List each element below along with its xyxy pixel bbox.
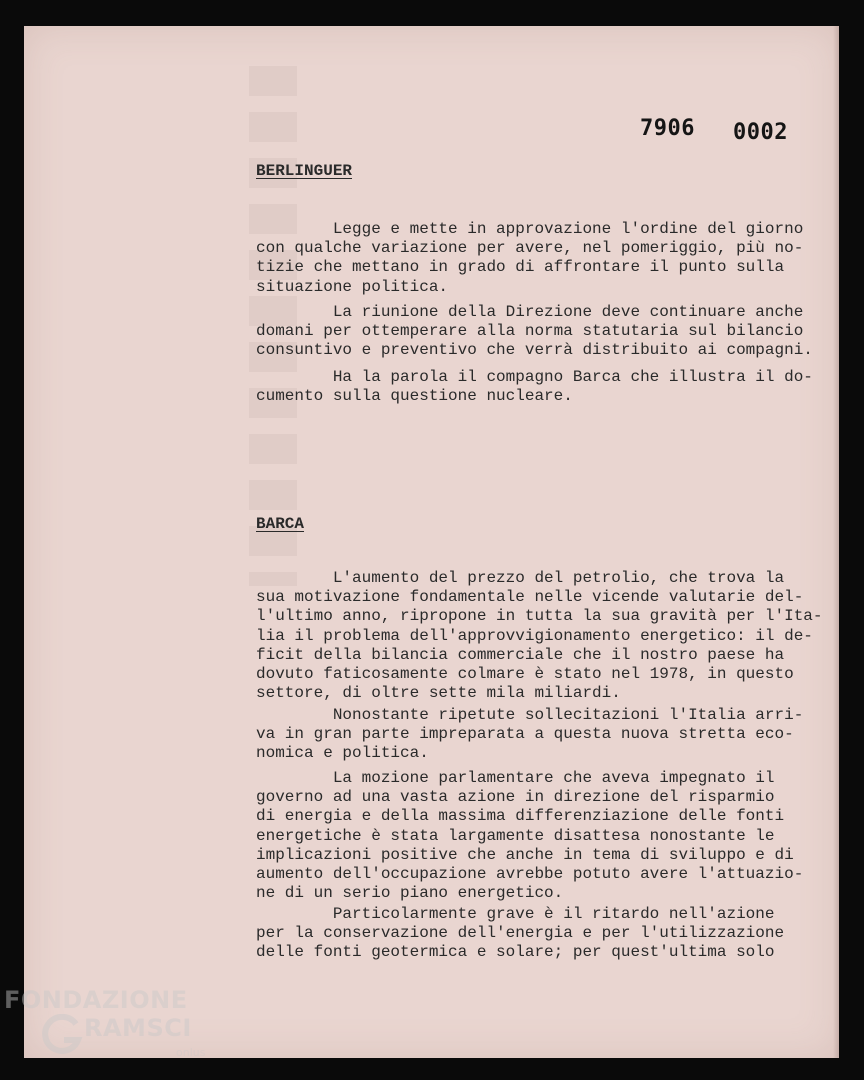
watermark-line-1: FONDAZIONE (4, 986, 188, 1014)
speaker-heading-barca: BARCA (256, 515, 305, 533)
archive-code-page: 0002 (733, 120, 788, 145)
paragraph: L'aumento del prezzo del petrolio, che trova la sua motivazione fondamentale nelle vicende valutarie del- l'ultimo anno, ripropone in tutta la sua gravità per l'Ita- lia il problema dell'approvvigionamento energetico: il de- ficit della bilancia commerciale che il nostro paese ha dovuto faticosamente colmare è stato nel 1978, in questo settore, di oltre sette mila miliardi. (256, 569, 823, 703)
paragraph: Ha la parola il compagno Barca che illustra il do- cumento sulla questione nucleare. (256, 368, 813, 406)
paragraph: Particolarmente grave è il ritardo nell'azione per la conservazione dell'energia e per l'utilizzazione delle fonti geotermica e solare; per quest'ultima solo (256, 905, 785, 962)
watermark-suffix: onlus (176, 1046, 206, 1059)
paragraph: La riunione della Direzione deve continuare anche domani per ottemperare alla norma statutaria sul bilancio consuntivo e preventivo che verrà distribuito ai compagni. (256, 303, 813, 360)
gramsci-g-logo-icon (42, 1014, 84, 1056)
fondazione-gramsci-watermark (4, 986, 219, 1076)
paragraph: Legge e mette in approvazione l'ordine del giorno con qualche variazione per avere, nel pomeriggio, più no- tizie che mettano in grado di affrontare il punto sulla situazione politica. (256, 220, 804, 296)
speaker-heading-berlinguer: BERLINGUER (256, 162, 353, 180)
paragraph: La mozione parlamentare che aveva impegnato il governo ad una vasta azione in direzione del risparmio di energia e della massima differenziazione delle fonti energetiche è stata largamente disattesa nonostante le implicazioni positive che anche in tema di sviluppo e di aumento dell'occupazione avrebbe potuto avere l'attuazio- ne di un serio piano energetico. (256, 769, 804, 903)
archive-code-series: 7906 (640, 116, 695, 141)
paragraph: Nonostante ripetute sollecitazioni l'Italia arri- va in gran parte impreparata a questa nuova stretta eco- nomica e politica. (256, 706, 804, 763)
watermark-line-2: RAMSCI (84, 1014, 192, 1042)
